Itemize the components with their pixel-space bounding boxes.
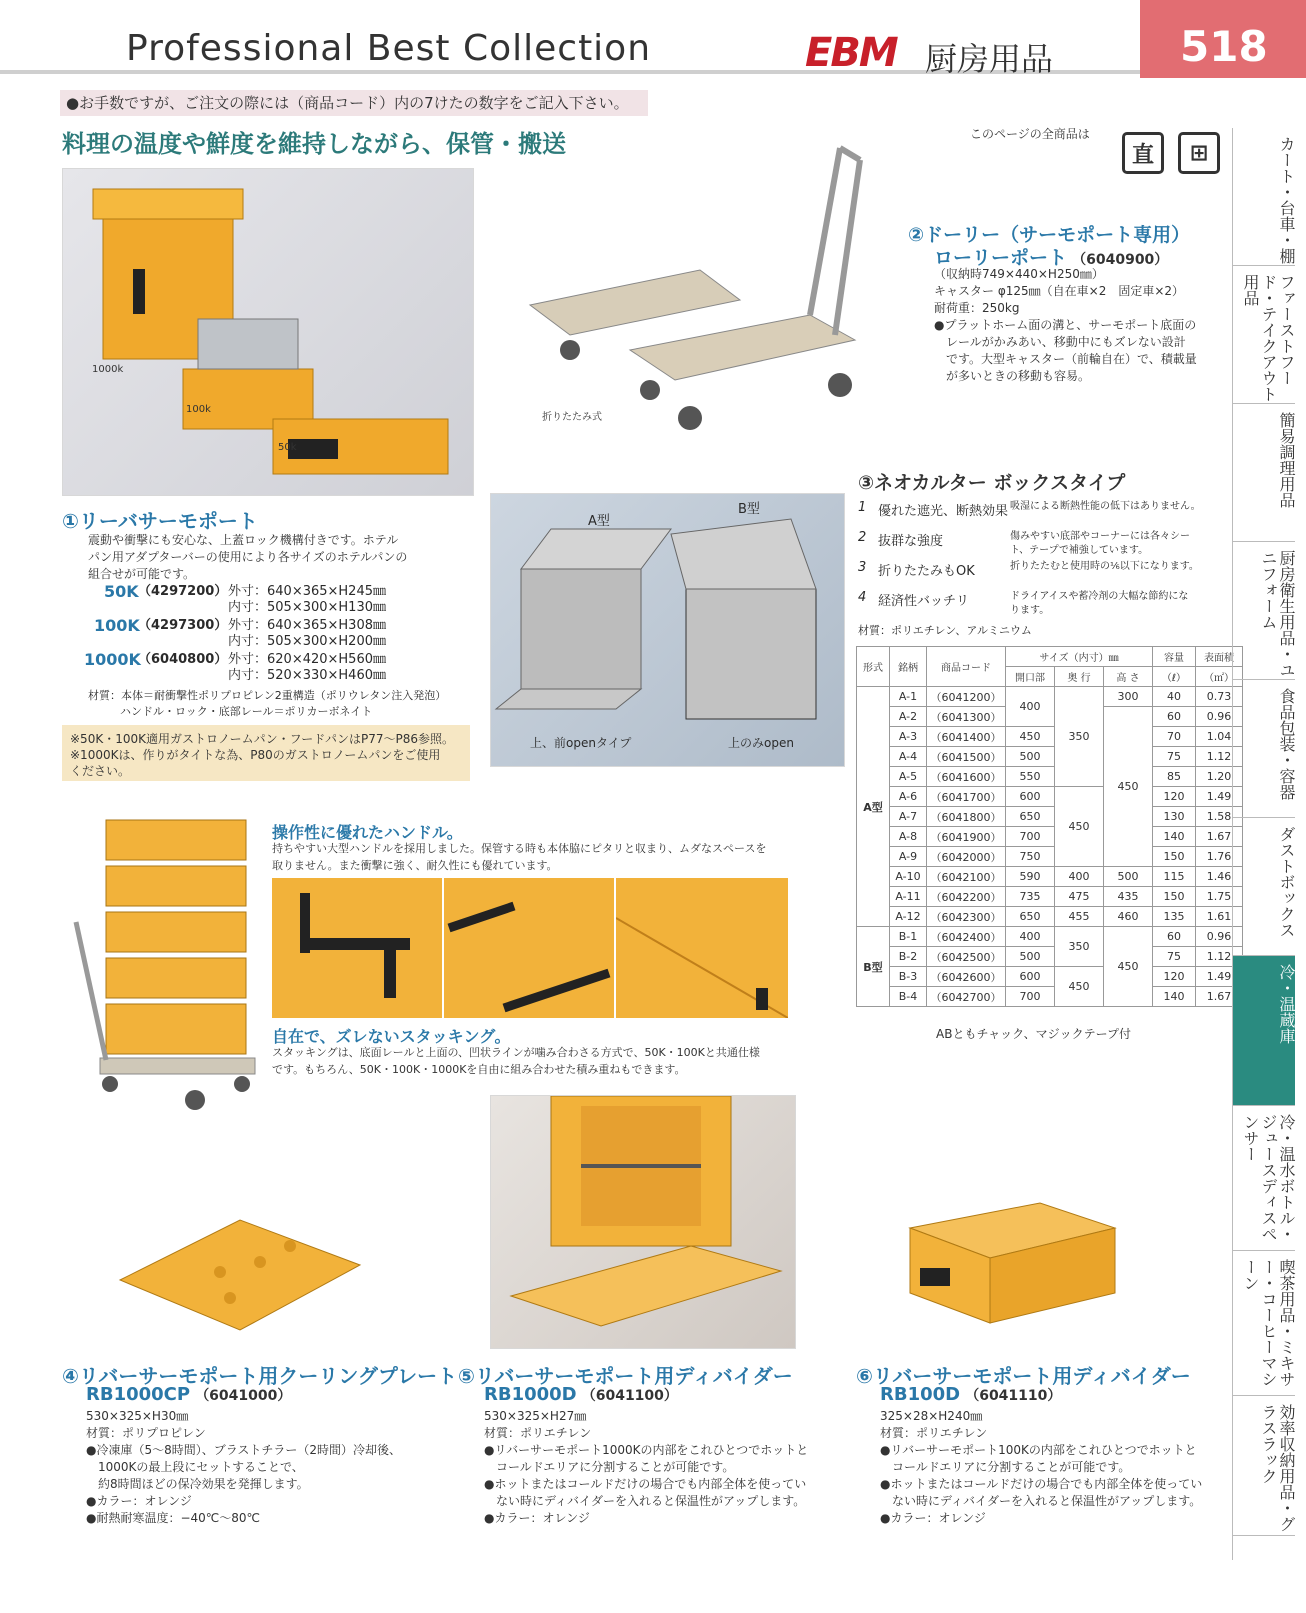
product5-details xyxy=(484,1408,844,1527)
feature-name: 抜群な強度 xyxy=(878,534,944,549)
th-area-unit: （㎡） xyxy=(1196,667,1243,687)
side-index xyxy=(1232,128,1295,1560)
opening-cell: 700 xyxy=(1006,987,1055,1007)
table-row xyxy=(857,747,1243,767)
photo-label-50k: 50k xyxy=(278,442,297,453)
feature-name: 優れた遮光、断熱効果 xyxy=(878,504,1009,519)
th-size: サイズ（内寸）㎜ xyxy=(1006,647,1153,667)
opening-cell: 550 xyxy=(1006,767,1055,787)
detail-line: ●リバーサーモポート100Kの内部をこれひとつでホットと xyxy=(880,1443,1197,1457)
thermoport-illustration xyxy=(63,169,473,495)
th-area: 表面積 xyxy=(1196,647,1243,667)
thermoport-photo xyxy=(62,168,474,496)
row-name: B-1 xyxy=(890,927,927,947)
feature-desc-line: ト、テープで補強しています。 xyxy=(1010,545,1149,556)
row-code: （6042600） xyxy=(927,967,1006,987)
detail-line: ●ホットまたはコールドだけの場合でも内部全体を使ってい xyxy=(484,1477,807,1491)
row-capacity: 75 xyxy=(1153,947,1196,967)
product1-material xyxy=(88,688,446,720)
row-capacity: 140 xyxy=(1153,827,1196,847)
row-name: A-8 xyxy=(890,827,927,847)
handle-illustration xyxy=(616,878,788,1018)
row-code: （6041500） xyxy=(927,747,1006,767)
th-capacity-unit: （ℓ） xyxy=(1153,667,1196,687)
stacked-illustration xyxy=(70,812,270,1112)
handle-photo-2 xyxy=(444,878,614,1018)
row-name: A-1 xyxy=(890,687,927,707)
row-code: （6042200） xyxy=(927,887,1006,907)
detail-line: ない時にディバイダーを入れると保温性がアップします。 xyxy=(496,1494,806,1508)
category-title: 厨房用品 xyxy=(925,40,1054,78)
row-area: 0.96 xyxy=(1196,927,1243,947)
depth-cell: 400 xyxy=(1055,867,1104,887)
stacking-title: 自在で、ズレないスタッキング。 xyxy=(272,1027,511,1046)
desc-line: パン用アダプターバーの使用により各サイズのホテルパンの xyxy=(88,550,408,564)
row-name: A-12 xyxy=(890,907,927,927)
feature-desc-line: 吸湿による断熱性能の低下はありません。 xyxy=(1010,501,1201,512)
desc-line: 組合せが可能です。 xyxy=(88,567,196,581)
th-capacity: 容量 xyxy=(1153,647,1196,667)
spec-table-wrap xyxy=(856,646,1243,1007)
feature-name: 折りたたみもOK xyxy=(878,564,975,579)
row-code: （6041600） xyxy=(927,767,1006,787)
product3-features xyxy=(858,500,1226,620)
handle-photo-3 xyxy=(616,878,788,1018)
row-code: （6041200） xyxy=(927,687,1006,707)
all-products-note: このページの全商品は xyxy=(970,127,1090,141)
table-row xyxy=(857,947,1243,967)
depth-cell: 475 xyxy=(1055,887,1104,907)
row-name: A-4 xyxy=(890,747,927,767)
row-code: （6041400） xyxy=(927,727,1006,747)
divider-1000-illustration xyxy=(491,1096,795,1348)
variant-inner: 内寸：520×330×H460㎜ xyxy=(228,668,386,683)
product4-model-row xyxy=(86,1384,291,1405)
depth-cell: 455 xyxy=(1055,907,1104,927)
row-area: 1.46 xyxy=(1196,867,1243,887)
table-row xyxy=(857,847,1243,867)
table-row xyxy=(857,987,1243,1007)
table-row xyxy=(857,727,1243,747)
row-capacity: 130 xyxy=(1153,807,1196,827)
handle-illustration xyxy=(444,878,614,1018)
side-index-item-active[interactable]: 冷・温蔵庫 xyxy=(1233,956,1295,1106)
row-code: （6042300） xyxy=(927,907,1006,927)
opening-cell: 750 xyxy=(1006,847,1055,867)
neocalter-illustration xyxy=(491,494,844,766)
divider-1000-photo xyxy=(490,1095,796,1349)
spec-table xyxy=(856,646,1243,1007)
row-code: （6041800） xyxy=(927,807,1006,827)
row-name: B-4 xyxy=(890,987,927,1007)
desc-line: です。もちろん、50K・100K・1000Kを自由に組み合わせた積み重ねもできます。 xyxy=(272,1063,686,1076)
side-index-item[interactable]: ファーストフード・テイクアウト用品 xyxy=(1233,266,1295,404)
th-height: 高 さ xyxy=(1104,667,1153,687)
photo-label-100k: 100k xyxy=(186,404,211,415)
opening-cell: 400 xyxy=(1006,927,1055,947)
opening-cell: 450 xyxy=(1006,727,1055,747)
product5-title: ⑤リバーサーモポート用ディバイダー xyxy=(458,1364,793,1388)
direct-delivery-icon: 直 xyxy=(1122,132,1164,174)
table-row xyxy=(857,827,1243,847)
variant-size: 50K xyxy=(104,582,139,601)
feature-desc-line: 傷みやすい底部やコーナーには各々シー xyxy=(1010,531,1190,542)
product6-model-row xyxy=(880,1384,1061,1405)
product1-variants xyxy=(84,582,474,684)
feature-desc xyxy=(1010,530,1190,560)
height-cell: 435 xyxy=(1104,887,1153,907)
row-area: 1.49 xyxy=(1196,787,1243,807)
note-line: ※1000Kは、作りがタイトな為、P80のガストロノームパンをご使用 xyxy=(70,748,441,762)
row-code: （6042400） xyxy=(927,927,1006,947)
side-index-item[interactable]: 効率収納用品・グラスラック xyxy=(1233,1396,1295,1536)
detail-line: ●カラー：オレンジ xyxy=(484,1511,590,1525)
spec-line: 耐荷重：250kg xyxy=(934,301,1020,315)
feature-num: 2 xyxy=(858,530,867,545)
material-line: 材質：本体＝耐衝撃性ポリプロピレン2重構造（ポリウレタン注入発泡） xyxy=(88,689,447,702)
row-name: B-3 xyxy=(890,967,927,987)
row-capacity: 75 xyxy=(1153,747,1196,767)
table-row xyxy=(857,807,1243,827)
product4-code: （6041000） xyxy=(195,1388,292,1404)
note-line: ください。 xyxy=(70,764,131,778)
product3-footnote: ABともチャック、マジックテープ付 xyxy=(936,1027,1132,1041)
side-index-item[interactable]: 冷・温水ボトル・ジュースディスペンサー xyxy=(1233,1106,1295,1251)
opening-cell: 600 xyxy=(1006,787,1055,807)
row-area: 1.12 xyxy=(1196,747,1243,767)
table-row xyxy=(857,887,1243,907)
product4-model: RB1000CP xyxy=(86,1384,191,1405)
height-cell: 460 xyxy=(1104,907,1153,927)
row-area: 1.58 xyxy=(1196,807,1243,827)
spec-line: キャスター φ125㎜（自在車×2 固定車×2） xyxy=(934,284,1185,298)
opening-cell: 600 xyxy=(1006,967,1055,987)
detail-line: 325×28×H240㎜ xyxy=(880,1409,983,1423)
type-b-cell: B型 xyxy=(857,927,890,1007)
detail-line: コールドエリアに分割することが可能です。 xyxy=(892,1460,1131,1474)
row-code: （6042000） xyxy=(927,847,1006,867)
product2-code: （6040900） xyxy=(1072,252,1169,268)
feature-desc-line: 折りたたむと使用時の⅙以下になります。 xyxy=(1010,561,1199,572)
th-depth: 奥 行 xyxy=(1055,667,1104,687)
row-capacity: 120 xyxy=(1153,967,1196,987)
variant-inner: 内寸：505×300×H130㎜ xyxy=(228,600,386,615)
side-index-item[interactable]: ダストボックス xyxy=(1233,818,1295,956)
dolly-photo xyxy=(510,140,890,440)
cooling-plate-photo xyxy=(110,1210,370,1340)
cooling-plate-illustration xyxy=(110,1210,370,1340)
row-area: 1.20 xyxy=(1196,767,1243,787)
variant-code: （4297300） xyxy=(138,618,228,633)
table-row xyxy=(857,967,1243,987)
detail-line: ●カラー：オレンジ xyxy=(880,1511,986,1525)
detail-line: ●カラー：オレンジ xyxy=(86,1494,192,1508)
side-index-item[interactable]: 食品包装・容器 xyxy=(1233,680,1295,818)
row-code: （6041700） xyxy=(927,787,1006,807)
row-capacity: 150 xyxy=(1153,887,1196,907)
depth-cell: 450 xyxy=(1055,787,1104,867)
feature-num: 4 xyxy=(858,590,867,605)
feature-desc-line: ります。 xyxy=(1010,605,1050,616)
photo-label-1000k: 1000k xyxy=(92,364,124,375)
divider-100-illustration xyxy=(900,1198,1120,1328)
dolly-photo-label: 折りたたみ式 xyxy=(542,412,602,423)
row-area: 1.61 xyxy=(1196,907,1243,927)
row-area: 1.49 xyxy=(1196,967,1243,987)
product5-code: （6041100） xyxy=(581,1388,678,1404)
detail-line: 530×325×H30㎜ xyxy=(86,1409,189,1423)
product6-code: （6041110） xyxy=(965,1388,1062,1404)
row-code: （6042100） xyxy=(927,867,1006,887)
row-name: A-9 xyxy=(890,847,927,867)
type-a-caption: 上、前openタイプ xyxy=(530,736,632,750)
variant-row xyxy=(84,650,474,669)
row-name: A-6 xyxy=(890,787,927,807)
side-index-item[interactable]: 厨房衛生用品・ユニフォーム xyxy=(1233,542,1295,680)
table-row xyxy=(857,787,1243,807)
height-cell: 300 xyxy=(1104,687,1153,707)
row-name: A-11 xyxy=(890,887,927,907)
detail-line: ●冷凍庫（5～8時間）、ブラストチラー（2時間）冷却後、 xyxy=(86,1443,402,1457)
series-title: Professional Best Collection xyxy=(126,28,652,69)
row-name: A-3 xyxy=(890,727,927,747)
neocalter-photo xyxy=(490,493,845,767)
feature-num: 1 xyxy=(858,500,867,515)
depth-cell: 450 xyxy=(1055,967,1104,1007)
desc-line: です。大型キャスター（前輪自在）で、積載量 xyxy=(946,352,1197,366)
product2-specs xyxy=(934,266,1224,385)
row-area: 1.04 xyxy=(1196,727,1243,747)
detail-line: ない時にディバイダーを入れると保温性がアップします。 xyxy=(892,1494,1202,1508)
side-index-item[interactable]: 喫茶用品・ミキサー・コーヒーマシーン xyxy=(1233,1251,1295,1396)
variant-size: 100K xyxy=(94,616,140,635)
type-b-label: B型 xyxy=(738,502,760,517)
product3-title: ③ネオカルター ボックスタイプ xyxy=(858,472,1126,494)
opening-cell: 500 xyxy=(1006,947,1055,967)
feature-num: 3 xyxy=(858,560,867,575)
feature-row xyxy=(858,560,1226,590)
detail-line: コールドエリアに分割することが可能です。 xyxy=(496,1460,735,1474)
row-area: 1.75 xyxy=(1196,887,1243,907)
row-capacity: 140 xyxy=(1153,987,1196,1007)
row-area: 0.96 xyxy=(1196,707,1243,727)
opening-cell: 735 xyxy=(1006,887,1055,907)
product5-model: RB1000D xyxy=(484,1384,577,1405)
feature-row xyxy=(858,500,1226,530)
side-index-item[interactable]: カート・台車・棚 xyxy=(1233,128,1295,266)
desc-line: スタッキングは、底面レールと上面の、凹状ラインが噛み合わさる方式で、50K・100Kと共通仕様 xyxy=(272,1046,760,1059)
variant-row xyxy=(104,584,474,600)
brand-logo: EBM xyxy=(805,30,897,76)
row-capacity: 150 xyxy=(1153,847,1196,867)
table-row xyxy=(857,927,1243,947)
row-name: B-2 xyxy=(890,947,927,967)
detail-line: 材質：ポリエチレン xyxy=(880,1426,988,1440)
product2-title: ②ドーリー（サーモポート専用） xyxy=(908,224,1191,246)
variant-size: 1000K xyxy=(84,650,141,669)
dolly-illustration xyxy=(510,140,890,440)
stacked-photo xyxy=(70,812,270,1112)
row-capacity: 60 xyxy=(1153,707,1196,727)
th-code: 商品コード xyxy=(927,647,1006,687)
depth-cell: 350 xyxy=(1055,927,1104,967)
product2-model: ローリーポート xyxy=(934,247,1068,269)
table-row xyxy=(857,687,1243,707)
detail-line: 材質：ポリプロピレン xyxy=(86,1426,206,1440)
opening-cell: 400 xyxy=(1006,687,1055,727)
row-area: 0.73 xyxy=(1196,687,1243,707)
feature-row xyxy=(858,530,1226,560)
detail-line: 約8時間ほどの保冷効果を発揮します。 xyxy=(98,1477,309,1491)
type-a-label: A型 xyxy=(588,514,610,529)
variant-outer: 外寸：620×420×H560㎜ xyxy=(228,652,386,667)
product6-title: ⑥リバーサーモポート用ディバイダー xyxy=(856,1364,1191,1388)
row-capacity: 60 xyxy=(1153,927,1196,947)
row-capacity: 120 xyxy=(1153,787,1196,807)
product6-model: RB100D xyxy=(880,1384,961,1405)
detail-line: 1000Kの最上段にセットすることで、 xyxy=(98,1460,304,1474)
material-line: ハンドル・ロック・底部レール＝ポリカーボネイト xyxy=(120,705,373,718)
table-row xyxy=(857,867,1243,887)
desc-line: 持ちやすい大型ハンドルを採用しました。保管する時も本体脇にピタリと収まり、ムダなスペースを xyxy=(272,842,767,855)
variant-outer: 外寸：640×365×H308㎜ xyxy=(228,618,386,633)
variant-inner: 内寸：505×300×H200㎜ xyxy=(228,634,386,649)
side-index-item[interactable]: 簡易調理用品 xyxy=(1233,404,1295,542)
feature-desc-line: ドライアイスや蓄冷剤の大幅な節約にな xyxy=(1010,591,1189,602)
desc-line: 取りません。また衝撃に強く、耐久性にも優れています。 xyxy=(272,859,558,872)
opening-cell: 650 xyxy=(1006,807,1055,827)
product4-details xyxy=(86,1408,446,1527)
row-capacity: 115 xyxy=(1153,867,1196,887)
product6-details xyxy=(880,1408,1225,1527)
row-name: A-7 xyxy=(890,807,927,827)
opening-cell: 650 xyxy=(1006,907,1055,927)
handle-description xyxy=(272,840,792,874)
row-name: A-10 xyxy=(890,867,927,887)
table-row xyxy=(857,907,1243,927)
variant-row xyxy=(94,616,474,635)
row-capacity: 85 xyxy=(1153,767,1196,787)
page-headline: 料理の温度や鮮度を維持しながら、保管・搬送 xyxy=(62,130,566,158)
spec-line: （収納時749×440×H250㎜） xyxy=(934,267,1104,281)
variant-code: （6040800） xyxy=(138,652,228,667)
detail-line: ●耐熱耐寒温度：−40℃～80℃ xyxy=(86,1511,261,1525)
product5-model-row xyxy=(484,1384,678,1405)
depth-cell: 350 xyxy=(1055,687,1104,787)
table-row xyxy=(857,767,1243,787)
type-b-caption: 上のみopen xyxy=(728,736,794,750)
handle-illustration xyxy=(272,878,442,1018)
height-cell: 500 xyxy=(1104,867,1153,887)
row-capacity: 135 xyxy=(1153,907,1196,927)
row-code: （6042500） xyxy=(927,947,1006,967)
opening-cell: 590 xyxy=(1006,867,1055,887)
note-line: ※50K・100K適用ガストロノームパン・フードパンはP77～P86参照。 xyxy=(70,732,455,746)
row-name: A-5 xyxy=(890,767,927,787)
desc-line: ●プラットホーム面の溝と、サーモポート底面の xyxy=(934,318,1197,332)
order-notice: ●お手数ですが、ご注文の際には（商品コード）内の7けたの数字をご記入下さい。 xyxy=(60,90,648,116)
desc-line: レールがかみあい、移動中にもズレない設計 xyxy=(946,335,1186,349)
divider-100-photo xyxy=(900,1198,1120,1328)
opening-cell: 500 xyxy=(1006,747,1055,767)
calculator-icon: ⊞ xyxy=(1178,132,1220,174)
product4-title: ④リバーサーモポート用クーリングプレート xyxy=(62,1364,458,1388)
row-area: 1.76 xyxy=(1196,847,1243,867)
height-cell: 450 xyxy=(1104,927,1153,1007)
detail-line: ●ホットまたはコールドだけの場合でも内部全体を使ってい xyxy=(880,1477,1203,1491)
product1-description xyxy=(88,532,468,583)
feature-name: 経済性バッチリ xyxy=(878,594,970,609)
detail-line: ●リバーサーモポート1000Kの内部をこれひとつでホットと xyxy=(484,1443,809,1457)
handle-title: 操作性に優れたハンドル。 xyxy=(272,823,463,842)
row-code: （6041900） xyxy=(927,827,1006,847)
row-capacity: 40 xyxy=(1153,687,1196,707)
product1-title: ①リーバサーモポート xyxy=(62,509,258,533)
row-area: 1.12 xyxy=(1196,947,1243,967)
th-type: 形式 xyxy=(857,647,890,687)
desc-line: が多いときの移動も容易。 xyxy=(946,369,1091,383)
row-area: 1.67 xyxy=(1196,987,1243,1007)
product1-notes xyxy=(62,725,470,781)
desc-line: 震動や衝撃にも安心な、上蓋ロック機構付きです。ホテル xyxy=(88,533,399,547)
feature-desc xyxy=(1010,500,1201,530)
feature-row xyxy=(858,590,1226,620)
height-cell: 450 xyxy=(1104,707,1153,867)
stacking-description xyxy=(272,1044,802,1078)
row-code: （6042700） xyxy=(927,987,1006,1007)
row-area: 1.67 xyxy=(1196,827,1243,847)
detail-line: 材質：ポリエチレン xyxy=(484,1426,592,1440)
opening-cell: 700 xyxy=(1006,827,1055,847)
type-a-cell: A型 xyxy=(857,687,890,927)
feature-desc xyxy=(1010,560,1199,590)
th-name: 銘柄 xyxy=(890,647,927,687)
row-code: （6041300） xyxy=(927,707,1006,727)
row-capacity: 70 xyxy=(1153,727,1196,747)
row-name: A-2 xyxy=(890,707,927,727)
detail-line: 530×325×H27㎜ xyxy=(484,1409,587,1423)
variant-outer: 外寸：640×365×H245㎜ xyxy=(228,584,386,599)
product3-material: 材質：ポリエチレン、アルミニウム xyxy=(858,624,1032,637)
page-number: 518 xyxy=(1180,22,1268,71)
handle-photo-1 xyxy=(272,878,442,1018)
th-opening: 開口部 xyxy=(1006,667,1055,687)
feature-desc xyxy=(1010,590,1188,620)
variant-code: （4297200） xyxy=(138,584,228,599)
